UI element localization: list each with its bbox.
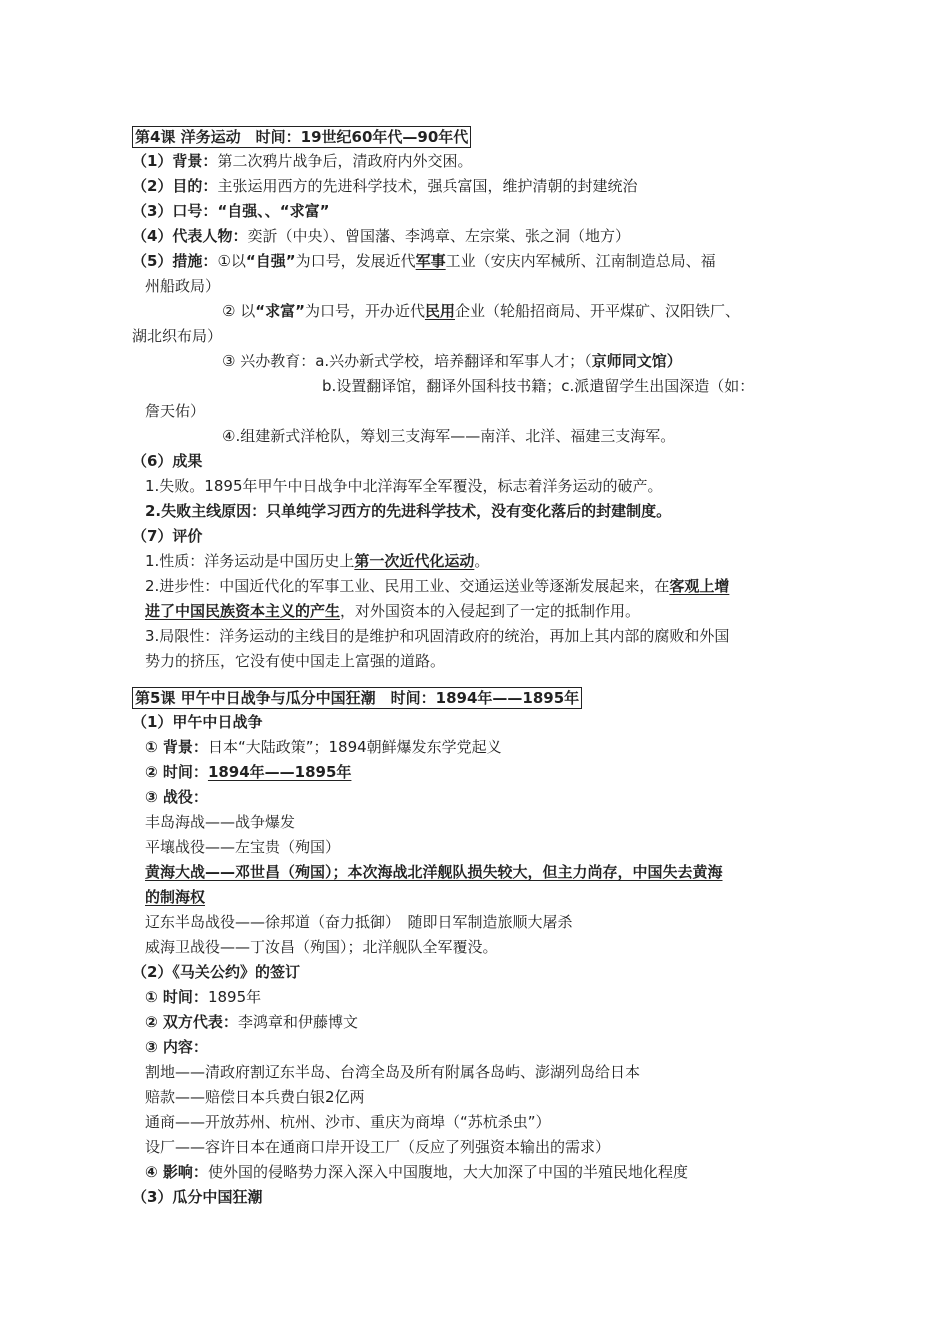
scramble-label: （3）瓜分中国狂潮	[132, 1188, 263, 1206]
evaluation-3: 3.局限性：洋务运动的主线目的是维护和巩固清政府的统治，再加上其内部的腐败和外国	[145, 627, 730, 645]
evaluation-label: （7）评价	[132, 527, 203, 545]
evaluation-3-cont: 势力的挤压，它没有使中国走上富强的道路。	[145, 652, 446, 670]
measure-1-slogan: “自强”	[245, 252, 296, 270]
treaty-content-2: 赔款——赔偿日本兵费白银2亿两	[145, 1088, 365, 1106]
treaty-time-text: 1895年	[207, 988, 262, 1006]
measure-3-text: ③ 兴办教育：a.兴办新式学校，培养翻译和军事人才；（	[222, 352, 592, 370]
measures-label: （5）措施：	[132, 252, 218, 270]
treaty-time	[145, 987, 261, 1007]
measure-2-mid: 为口号，开办近代	[304, 302, 425, 320]
lesson4-header: 第4课 洋务运动 时间：19世纪60年代—90年代	[132, 126, 471, 148]
treaty-label: （2）《马关公约》的签订	[132, 963, 300, 981]
war-time-text: 1894年——1895年	[207, 763, 352, 781]
measure-1-prefix: ①以	[217, 252, 246, 270]
lesson5-header: 第5课 甲午中日战争与瓜分中国狂潮 时间：1894年——1895年	[132, 687, 582, 709]
people-text: 奕訢（中央）、曾国藩、李鸿章、左宗棠、张之洞（地方）	[247, 227, 630, 245]
war-time-label: ② 时间：	[145, 763, 208, 781]
evaluation-2-key: 客观上增	[669, 577, 730, 595]
measure-1-rest: 工业（安庆内军械所、江南制造总局、福	[445, 252, 716, 270]
battle-2: 平壤战役——左宝贵（殉国）	[145, 838, 341, 856]
battle-4: 辽东半岛战役——徐邦道（奋力抵御） 随即日军制造旅顺大屠杀	[145, 913, 573, 931]
measure-2-prefix: ② 以	[222, 302, 256, 320]
battle-3-cont: 的制海权	[145, 888, 206, 906]
goal-label: （2）目的：	[132, 177, 218, 195]
treaty-impact	[145, 1162, 688, 1182]
evaluation-2-cont	[145, 601, 640, 621]
background-label: （1）背景：	[132, 152, 218, 170]
treaty-time-label: ① 时间：	[145, 988, 208, 1006]
people-label: （4）代表人物：	[132, 227, 248, 245]
treaty-representatives	[145, 1012, 358, 1032]
measure-3-key: 京师同文馆	[591, 352, 667, 370]
measure-1-mid: 为口号，发展近代	[295, 252, 416, 270]
measure-3-cont: 詹天佑）	[145, 402, 206, 420]
measure-3	[222, 351, 682, 371]
war-label: （1）甲午中日战争	[132, 713, 263, 731]
evaluation-1-end: 。	[474, 552, 490, 570]
battle-3: 黄海大战——邓世昌（殉国）；本次海战北洋舰队损失较大，但主力尚存，中国失去黄海	[145, 863, 723, 881]
battle-5: 威海卫战役——丁汝昌（殉国）；北洋舰队全军覆没。	[145, 938, 498, 956]
measure-2-key: 民用	[424, 302, 455, 320]
measure-3-b: b.设置翻译馆，翻译外国科技书籍；c.派遣留学生出国深造（如：	[322, 377, 755, 395]
result-2: 2.失败主线原因：只单纯学习西方的先进科学技术，没有变化落后的封建制度。	[145, 502, 672, 520]
measure-1-key: 军事	[415, 252, 446, 270]
evaluation-1	[145, 551, 489, 571]
lesson4-goal	[132, 176, 637, 196]
treaty-content-3: 通商——开放苏州、杭州、沙市、重庆为商埠（“苏杭杀虫”）	[145, 1113, 551, 1131]
representatives-label: ② 双方代表：	[145, 1013, 238, 1031]
measure-2-cont: 湖北织布局）	[132, 327, 223, 345]
measure-4: ④.组建新式洋枪队，筹划三支海军——南洋、北洋、福建三支海军。	[222, 427, 676, 445]
result-1: 1.失败。1895年甲午中日战争中北洋海军全军覆没，标志着洋务运动的破产。	[145, 477, 663, 495]
result-label: （6）成果	[132, 452, 203, 470]
goal-text: 主张运用西方的先进科学技术，强兵富国，维护清朝的封建统治	[217, 177, 638, 195]
battles-label: ③ 战役：	[145, 788, 208, 806]
measure-2-rest: 企业（轮船招商局、开平煤矿、汉阳铁厂、	[454, 302, 740, 320]
background-text: 第二次鸦片战争后，清政府内外交困。	[217, 152, 473, 170]
war-time	[145, 762, 351, 782]
battle-1: 丰岛海战——战争爆发	[145, 813, 296, 831]
evaluation-2-key-cont: 进了中国民族资本主义的产生	[145, 602, 341, 620]
evaluation-2	[145, 576, 729, 596]
measure-2-slogan: “求富”	[255, 302, 305, 320]
representatives-text: 李鸿章和伊藤博文	[237, 1013, 358, 1031]
evaluation-2-rest: ，对外国资本的入侵起到了一定的抵制作用。	[340, 602, 641, 620]
measure-1-cont: 州船政局）	[145, 277, 221, 295]
lesson4-background	[132, 151, 472, 171]
war-background-label: ① 背景：	[145, 738, 208, 756]
measure-2	[222, 301, 740, 321]
measure-1	[132, 251, 716, 271]
war-background-text: 日本“大陆政策”；1894朝鲜爆发东学党起义	[207, 738, 502, 756]
evaluation-1-text: 1.性质：洋务运动是中国历史上	[145, 552, 355, 570]
evaluation-2-text: 2.进步性：中国近代化的军事工业、民用工业、交通运送业等逐渐发展起来，在	[145, 577, 670, 595]
lesson4-people	[132, 226, 630, 246]
treaty-content-label: ③ 内容：	[145, 1038, 208, 1056]
impact-label: ④ 影响：	[145, 1163, 208, 1181]
war-background	[145, 737, 502, 757]
impact-text: 使外国的侵略势力深入深入中国腹地，大大加深了中国的半殖民地化程度	[207, 1163, 688, 1181]
measure-3-close: ）	[666, 352, 682, 370]
treaty-content-1: 割地——清政府割辽东半岛、台湾全岛及所有附属各岛屿、澎湖列岛给日本	[145, 1063, 641, 1081]
evaluation-1-key: 第一次近代化运动	[354, 552, 475, 570]
lesson4-slogan: （3）口号：“自强、、“求富”	[132, 202, 330, 220]
treaty-content-4: 设厂——容许日本在通商口岸开设工厂（反应了列强资本输出的需求）	[145, 1138, 611, 1156]
